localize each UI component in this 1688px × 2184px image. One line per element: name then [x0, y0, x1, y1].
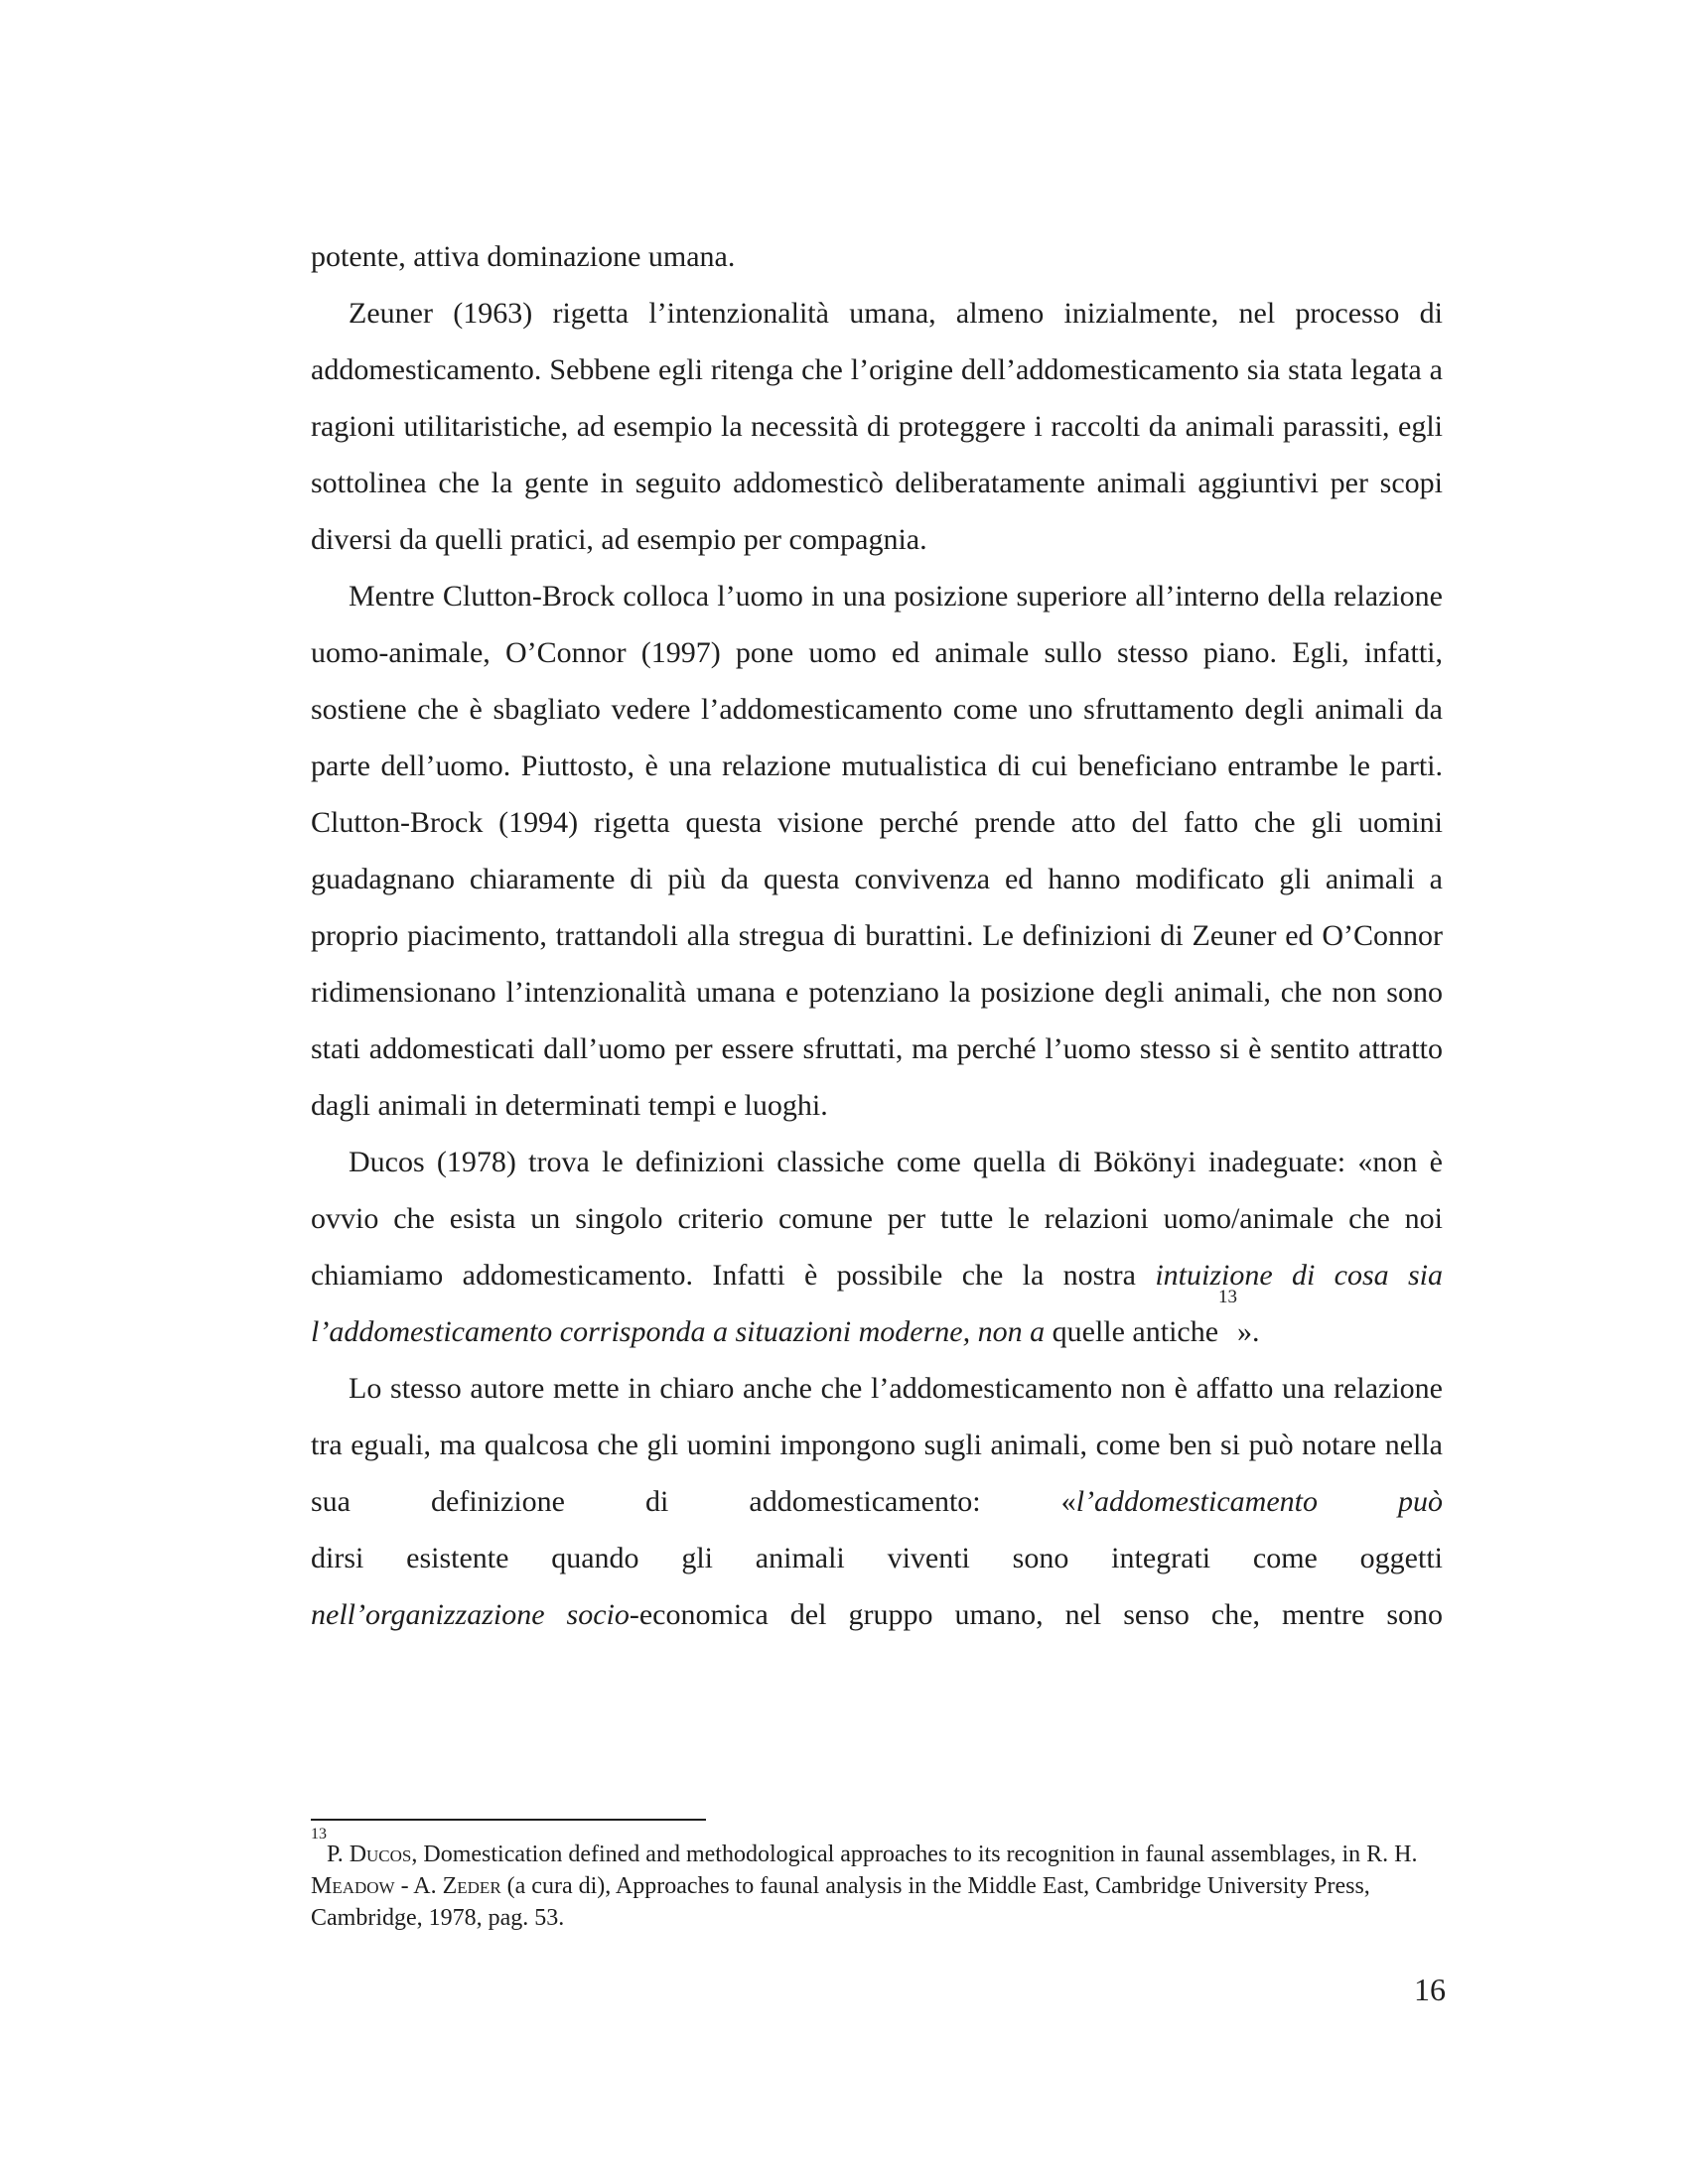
paragraph-5-line-2	[311, 1530, 1443, 1586]
paragraph-5-line-3-text: -economica del gruppo umano, nel senso che, mentre sono	[629, 1598, 1443, 1631]
paragraph-3-text: Mentre Clutton-Brock colloca l’uomo in una posizione superiore all’interno della relazione uomo-animale, O’Connor (1997) pone uomo ed animale sullo stesso piano. Egli, infatti, sostiene che è sbagliato vedere l’addomesticamento come uno sfruttamento degli animali da parte dell’uomo. Piuttosto, è una relazione mutualistica di cui beneficiano entrambe le parti. Clutton-Brock (1994) rigetta questa visione perché prende atto del fatto che gli uomini guadagnano chiaramente di più da questa convivenza ed hanno modificato gli animali a proprio piacimento, trattandoli alla stregua di burattini. Le definizioni di Zeuner ed O’Connor ridimensionano l’intenzionalità umana e potenziano la posizione degli animali, che non sono stati addomesticati dall’uomo per essere sfruttati, ma perché l’uomo stesso si è sentito attratto dagli animali in determinati tempi e luoghi.	[311, 580, 1443, 1122]
footnote-editor-1: Meadow	[311, 1873, 395, 1899]
paragraph-2-text: Zeuner (1963) rigetta l’intenzionalità umana, almeno inizialmente, nel processo di addomesticamento. Sebbene egli ritenga che l’origine dell’addomesticamento sia stata legata a ragioni utilitaristiche, ad esempio la necessità di proteggere i raccolti da animali parassiti, egli sottolinea che la gente in seguito addomesticò deliberatamente animali aggiuntivi per scopi diversi da quelli pratici, ad esempio per compagnia.	[311, 297, 1443, 556]
paragraph-5-line-3	[311, 1586, 1443, 1643]
footnote-author-name: Ducos	[349, 1842, 412, 1867]
page-number: 16	[1414, 1972, 1446, 2007]
body-text	[311, 228, 1443, 1643]
footnote-separator-text: - A.	[394, 1873, 443, 1899]
paragraph-5-text: Lo stesso autore mette in chiaro anche che l’addomesticamento non è affatto una relazione tra eguali, ma qualcosa che gli uomini impongono sugli animali, come ben si può notare nella sua definizione di addomesticamento: «	[311, 1372, 1443, 1518]
footnote-reference[interactable]: 13	[1218, 1287, 1238, 1307]
paragraph-4-text: Ducos (1978) trova le definizioni classiche come quella di Bökönyi inadeguate: «non è ovvio che esista un singolo criterio comune per tutte le relazioni uomo/animale che noi chiamiamo addomesticamento. Infatti è possibile che la nostra	[311, 1146, 1443, 1292]
footnote-text-2: (a cura di), Approaches to faunal analysis in the Middle East, Cambridge University Press, Cambridge, 1978, pag. 53.	[311, 1873, 1370, 1931]
paragraph-1	[311, 228, 1443, 285]
footnote-separator	[311, 1819, 706, 1821]
footnote-13	[311, 1826, 1443, 1934]
footnote-text-1: , Domestication defined and methodological approaches to its recognition in faunal assemblages, in R. H.	[411, 1842, 1418, 1867]
paragraph-3	[311, 568, 1443, 1134]
paragraph-4	[311, 1134, 1443, 1360]
paragraph-4-close: ».	[1237, 1315, 1260, 1348]
paragraph-5-line-2-text: dirsi esistente quando gli animali viventi sono integrati come oggetti	[311, 1542, 1443, 1574]
paragraph-4-italic-quote: intuizione di cosa sia l’addomesticamento corrisponda a situazioni moderne, non a	[311, 1259, 1443, 1348]
paragraph-5-italic-2: nell’organizzazione socio	[311, 1598, 630, 1631]
paragraph-5-italic-1: l’addomesticamento può	[1075, 1485, 1444, 1518]
footnote-number: 13	[311, 1826, 327, 1843]
paragraph-2	[311, 285, 1443, 568]
footnote-author-initial: P.	[327, 1842, 350, 1867]
footnote-editor-2: Zeder	[442, 1873, 501, 1899]
paragraph-5	[311, 1360, 1443, 1530]
paragraph-4-tail: quelle antiche	[1045, 1315, 1219, 1348]
paragraph-1-text: potente, attiva dominazione umana.	[311, 240, 736, 273]
